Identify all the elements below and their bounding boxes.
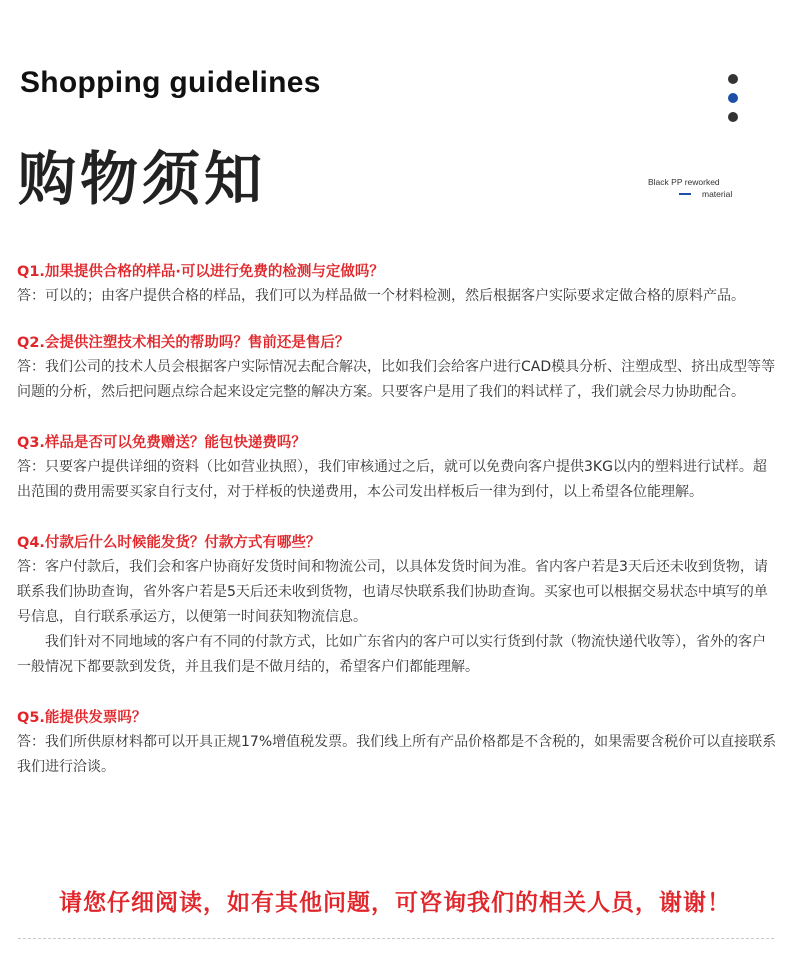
dot-indicator [728,74,740,131]
dot-active-icon [728,93,738,103]
faq-answer [17,455,777,505]
faq-answer-paragraph: 答：客户付款后，我们会和客户协商好发货时间和物流公司，以具体发货时间为准。省内客户若是3天后还未收到货物，请联系我们协助查询，省外客户若是5天后还未收到货物，也请尽快联系我们协助查询。买家也可以根据交易状态中填写的单号信息，自行联系承运方，以便第一时间获知物流信息。 [17,559,768,625]
faq-item [17,706,777,780]
faq-item [17,331,777,405]
page-title-en: Shopping guidelines [20,66,321,99]
material-legend [648,177,743,199]
faq-question: Q3.样品是否可以免费赠送？能包快递费吗？ [17,435,306,451]
faq-answer-paragraph: 答：我们所供原材料都可以开具正规17%增值税发票。我们线上所有产品价格都是不含税的，如果需要含税价可以直接联系我们进行洽谈。 [17,734,777,775]
faq-item [17,431,777,505]
faq-item [17,531,777,680]
faq-question: Q2.会提供注塑技术相关的帮助吗？售前还是售后？ [17,335,350,351]
faq-item [17,260,777,309]
page-title-cn: 购物须知 [18,145,267,213]
legend-line-2: material [702,189,733,199]
faq-answer [17,730,777,780]
faq-answer [17,355,777,405]
faq-section [17,260,777,806]
faq-question: Q1.加果提供合格的样品·可以进行免费的检测与定做吗？ [17,264,384,280]
faq-answer [17,555,777,680]
faq-question: Q4.付款后什么时候能发货？付款方式有哪些？ [17,535,321,551]
faq-question: Q5.能提供发票吗？ [17,710,147,726]
legend-line-1: Black PP reworked [648,177,720,187]
faq-answer [17,284,777,309]
faq-answer-paragraph: 我们针对不同地域的客户有不同的付款方式，比如广东省内的客户可以实行货到付款（物流快递代收等），省外的客户一般情况下都要款到发货，并且我们是不做月结的，希望客户们都能理解。 [17,634,766,675]
faq-answer-paragraph: 答：我们公司的技术人员会根据客户实际情况去配合解决，比如我们会给客户进行CAD模具分析、注塑成型、挤出成型等等问题的分析，然后把问题点综合起来设定完整的解决方案。只要客户是用了我们的料试样了，我们就会尽力协助配合。 [17,359,776,400]
dashed-divider [18,938,774,939]
notice-banner: 请您仔细阅读，如有其他问题，可咨询我们的相关人员，谢谢！ [59,890,731,916]
faq-answer-paragraph: 答：可以的；由客户提供合格的样品，我们可以为样品做一个材料检测，然后根据客户实际要求定做合格的原料产品。 [17,288,745,304]
legend-swatch-icon [679,193,691,195]
faq-answer-paragraph: 答：只要客户提供详细的资料（比如营业执照），我们审核通过之后，就可以免费向客户提供3KG以内的塑料进行试样。超出范围的费用需要买家自行支付，对于样板的快递费用，本公司发出样板后一律为到付，以上希望各位能理解。 [17,459,767,500]
dot-icon [728,74,738,84]
dot-icon [728,112,738,122]
